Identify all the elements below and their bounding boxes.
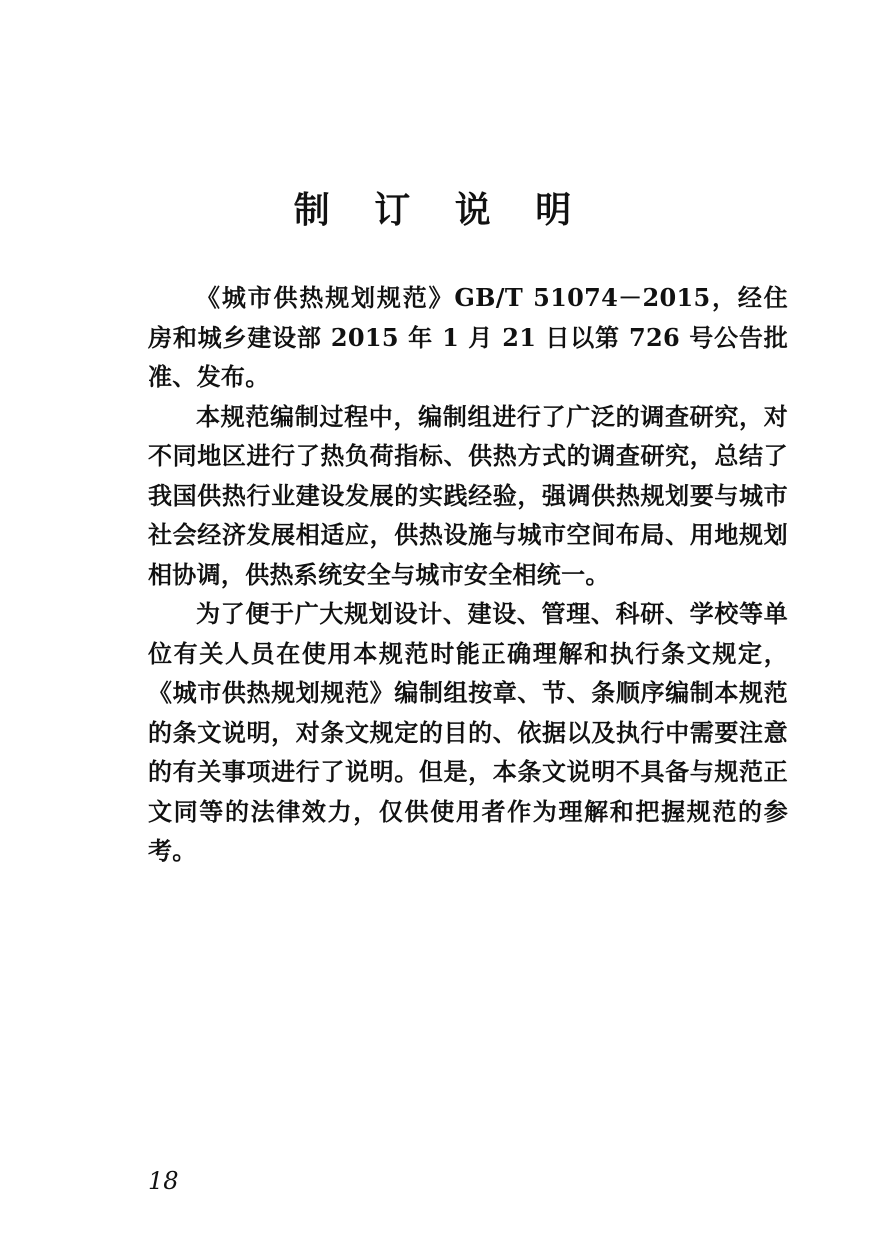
body-text bbox=[148, 278, 788, 871]
page-number: 18 bbox=[148, 1167, 179, 1195]
paragraph-compilation: 本规范编制过程中，编制组进行了广泛的调查研究，对不同地区进行了热负荷指标、供热方式的调查研究，总结了我国供热行业建设发展的实践经验，强调供热规划要与城市社会经济发展相适应，供热设施与城市空间布局、用地规划相协调，供热系统安全与城市安全相统一。 bbox=[148, 401, 788, 589]
paragraph-approval: 《城市供热规划规范》GB/T 51074－2015，经住房和城乡建设部 2015 年 1 月 21 日以第 726 号公告批准、发布。 bbox=[148, 283, 788, 391]
paragraph-purpose: 为了便于广大规划设计、建设、管理、科研、学校等单位有关人员在使用本规范时能正确理解和执行条文规定，《城市供热规划规范》编制组按章、节、条顺序编制本规范的条文说明，对条文规定的目的、依据以及执行中需要注意的有关事项进行了说明。但是，本条文说明不具备与规范正文同等的法律效力，仅供使用者作为理解和把握规范的参考。 bbox=[148, 599, 788, 865]
page-title: 制 订 说 明 bbox=[293, 190, 588, 231]
